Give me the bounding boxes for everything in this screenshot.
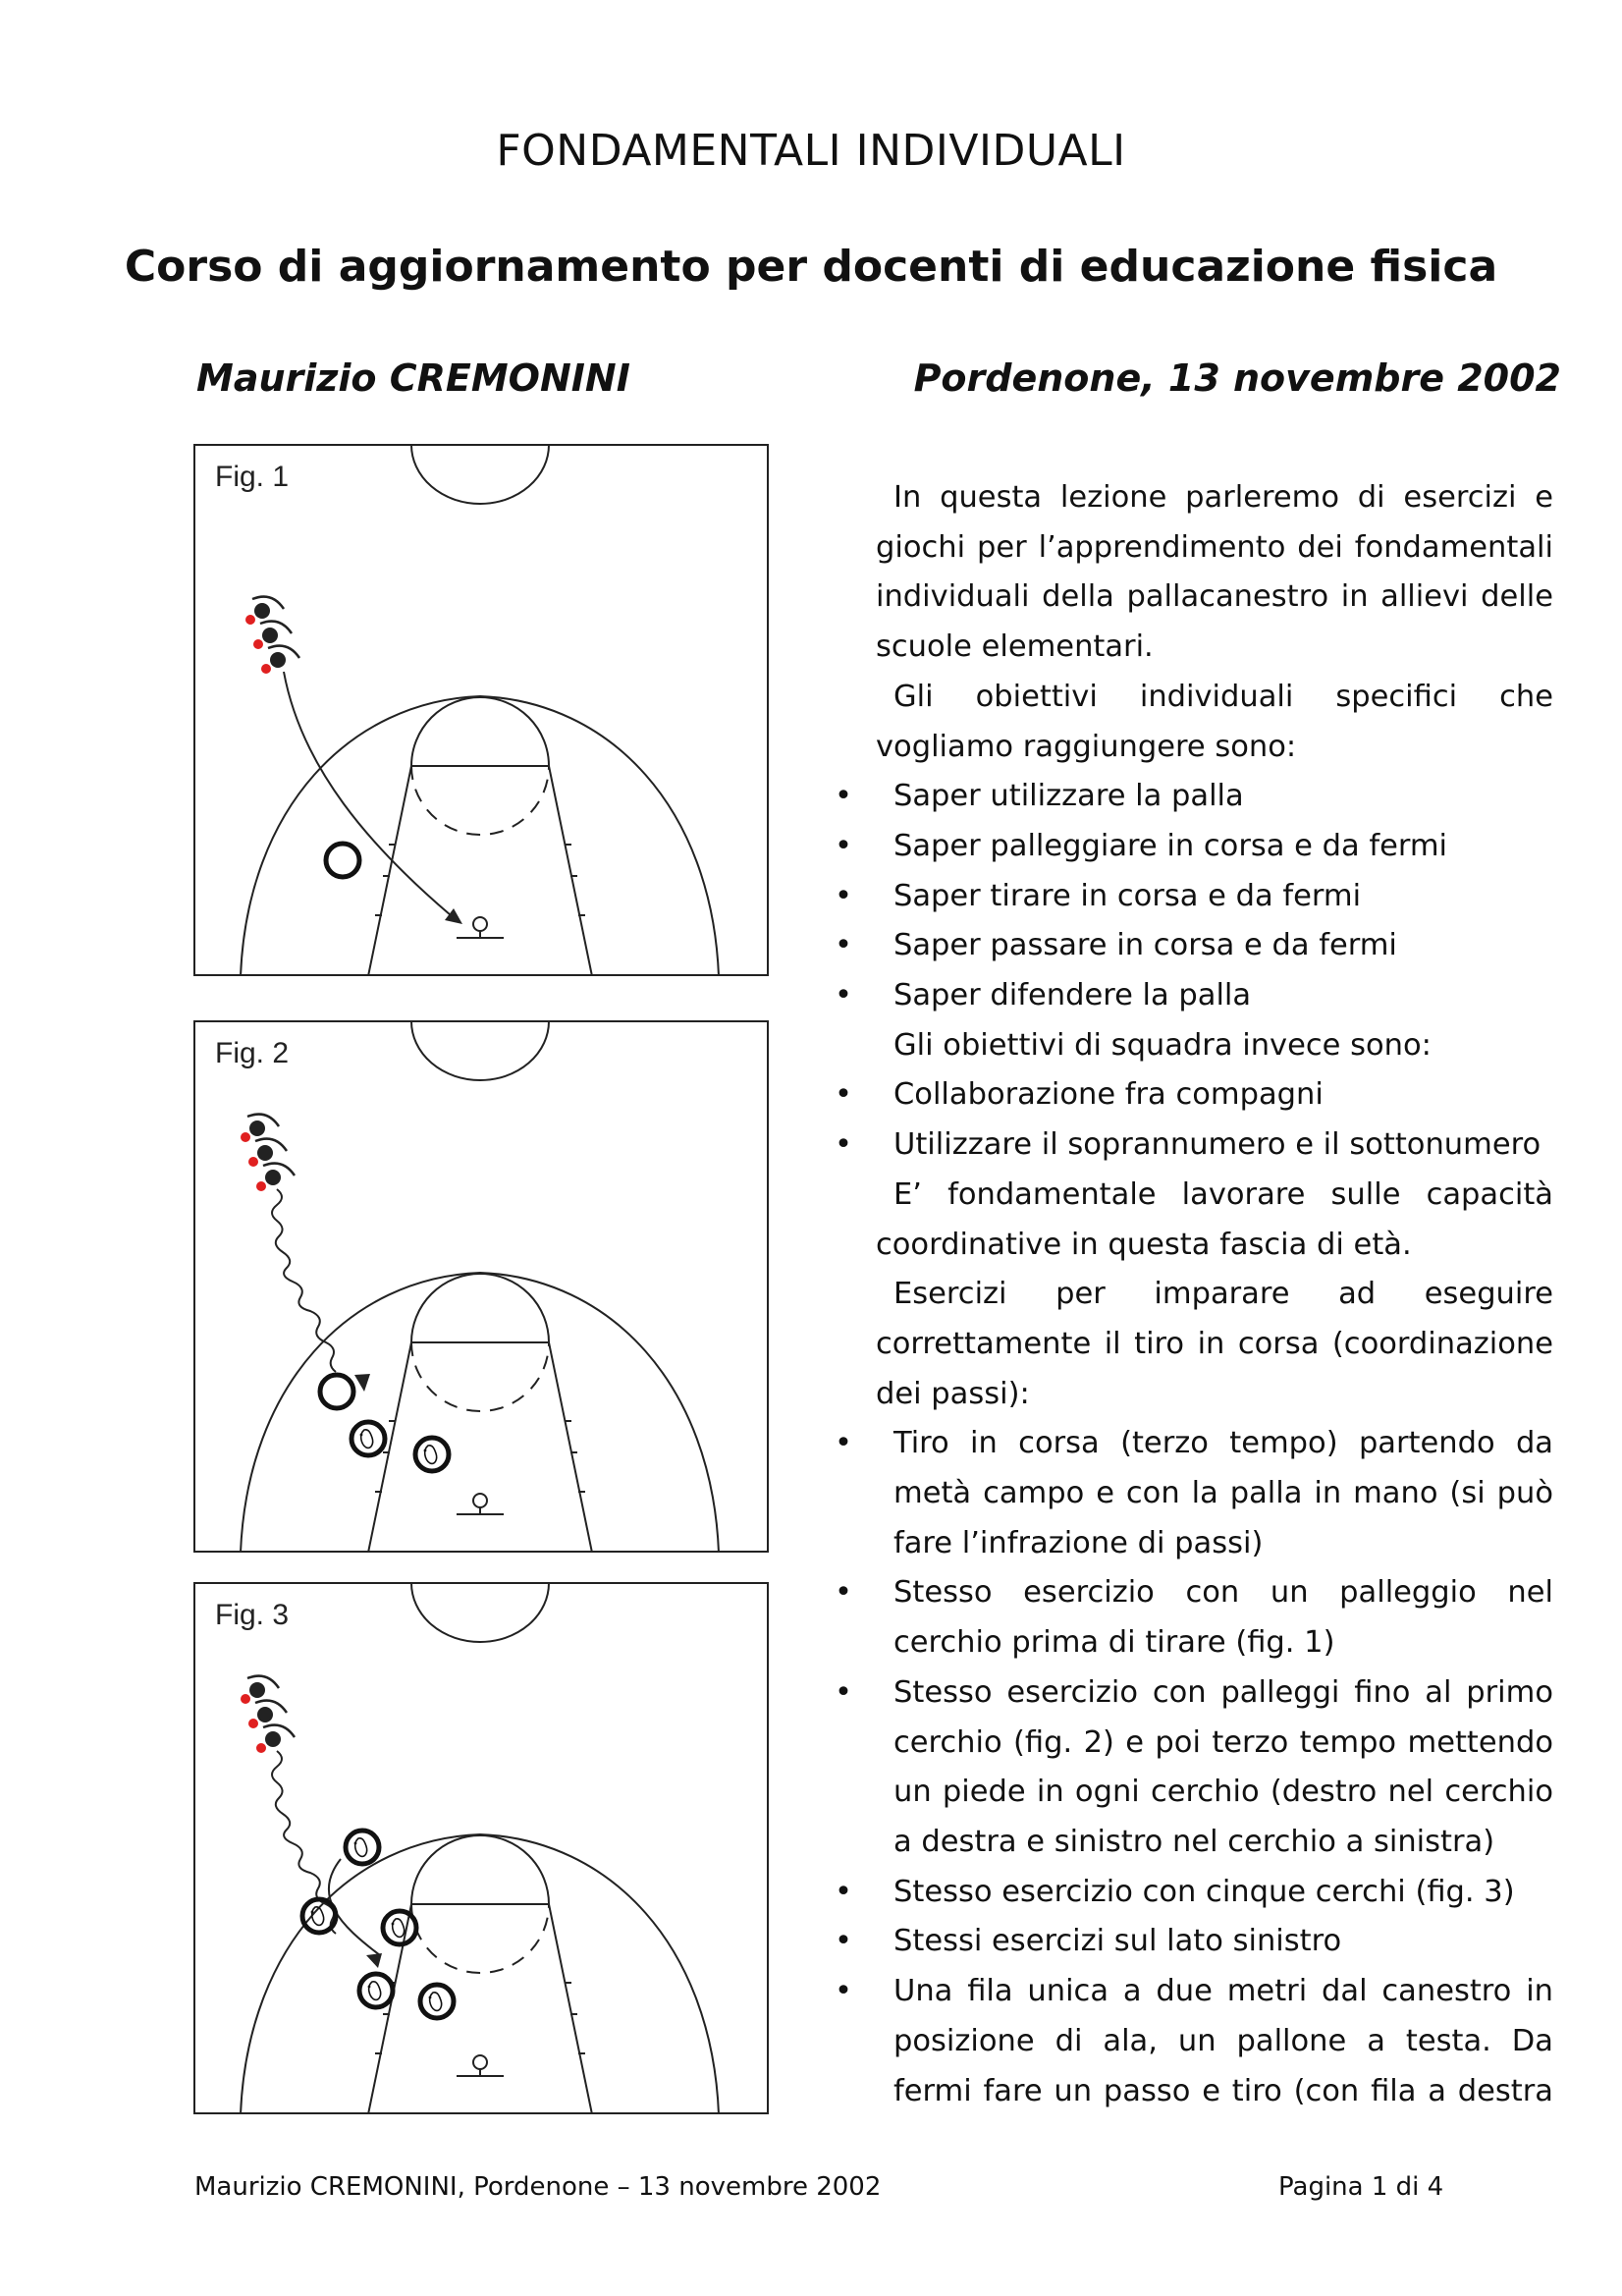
paragraph-intro: In questa lezione parleremo di esercizi e giochi per l’apprendimento dei fondamentali individuali della pallacanestro in allievi delle scuole elementari.	[876, 480, 1553, 665]
document-subtitle: Corso di aggiornamento per docenti di educazione fisica	[124, 242, 1498, 292]
bullet-icon: •	[835, 928, 852, 963]
player-icon	[248, 1139, 287, 1167]
bullet-icon: •	[835, 978, 852, 1013]
list-item: • Stesso esercizio con palleggi fino al primo cerchio (fig. 2) e poi terzo tempo mettendo un piede in ogni cerchio (destro nel cerchio a destra e sinistro nel cerchio a sinistra)	[876, 1668, 1553, 1868]
list-item: • Saper tirare in corsa e da fermi	[876, 872, 1553, 922]
figure-1	[193, 444, 769, 976]
bullet-icon: •	[835, 878, 852, 913]
player-icon	[241, 1115, 279, 1142]
list-item: • Una fila unica a due metri dal canestro in posizione di ala, un pallone a testa. Da fermi fare un passo e tiro (con fila a destra	[876, 1967, 1553, 2116]
hoop-footprint-icon	[351, 1422, 385, 1455]
hoop-footprint-icon	[346, 1831, 379, 1864]
player-icon	[256, 1725, 295, 1753]
paragraph-team-goals: Gli obiettivi di squadra invece sono:	[893, 1027, 1432, 1063]
list-item: • Utilizzare il soprannumero e il sottonumero	[876, 1121, 1553, 1171]
list-item: • Collaborazione fra compagni	[876, 1070, 1553, 1121]
body-text	[835, 473, 1553, 2116]
curved-run-path	[329, 1859, 380, 1955]
document-title: FONDAMENTALI INDIVIDUALI	[496, 126, 1126, 176]
place-date: Pordenone, 13 novembre 2002	[913, 356, 1561, 400]
bullet-icon: •	[835, 1575, 852, 1611]
list-item: • Saper passare in corsa e da fermi	[876, 921, 1553, 971]
player-icon	[248, 1701, 287, 1728]
bullet-icon: •	[835, 1874, 852, 1909]
bullet-icon: •	[835, 1426, 852, 1461]
movement-arrow	[284, 672, 451, 915]
paragraph-coordination: E’ fondamentale lavorare sulle capacità coordinative in questa fascia di età.	[876, 1176, 1553, 1262]
list-item: • Stesso esercizio con cinque cerchi (fig. 3)	[876, 1868, 1553, 1918]
list-item: • Stesso esercizio con un palleggio nel cerchio prima di tirare (fig. 1)	[876, 1568, 1553, 1667]
bullet-icon: •	[835, 1974, 852, 2009]
court-diagram-1	[193, 444, 769, 976]
list-exercises	[835, 1419, 1553, 2116]
paragraph-exercises: Esercizi per imparare ad eseguire correttamente il tiro in corsa (coordinazione dei passi):	[876, 1277, 1553, 1411]
arrow-head	[366, 1953, 382, 1968]
figure-label: Fig. 1	[215, 461, 290, 493]
bullet-icon: •	[835, 779, 852, 814]
paragraph-individual-goals: Gli obiettivi individuali specifici che vogliamo raggiungere sono:	[876, 679, 1553, 764]
hoop-footprint-icon	[420, 1985, 454, 2018]
bullet-icon: •	[835, 1127, 852, 1163]
list-team-goals	[835, 1070, 1553, 1170]
bullet-icon: •	[835, 1674, 852, 1710]
bullet-icon: •	[835, 828, 852, 863]
player-icon	[256, 1164, 295, 1191]
figure-label: Fig. 3	[215, 1599, 290, 1631]
court-diagram-2	[193, 1020, 769, 1553]
player-icon	[241, 1676, 279, 1704]
hoop-footprint-icon	[383, 1911, 416, 1944]
hoop-ring-icon	[326, 844, 359, 877]
list-item: • Saper difendere la palla	[876, 971, 1553, 1021]
hoop-footprint-icon	[415, 1438, 449, 1471]
list-item: • Stessi esercizi sul lato sinistro	[876, 1917, 1553, 1967]
player-icon	[245, 597, 284, 625]
list-item: • Saper utilizzare la palla	[876, 772, 1553, 822]
court-diagram-3	[193, 1582, 769, 2114]
arrow-head	[445, 908, 462, 924]
list-item: • Tiro in corsa (terzo tempo) partendo da metà campo e con la palla in mano (si può fare l’infrazione di passi)	[876, 1419, 1553, 1568]
arrow-head	[354, 1374, 370, 1392]
hoop-footprint-icon	[359, 1974, 393, 2007]
list-individual-goals	[835, 772, 1553, 1021]
hoop-ring-icon	[320, 1375, 353, 1408]
bullet-icon: •	[835, 1924, 852, 1959]
list-item: • Saper palleggiare in corsa e da fermi	[876, 822, 1553, 872]
author-name: Maurizio CREMONINI	[196, 356, 630, 400]
player-icon	[261, 646, 299, 674]
footer-author: Maurizio CREMONINI, Pordenone – 13 novembre 2002	[194, 2172, 882, 2202]
figure-2	[193, 1020, 769, 1553]
hoop-footprint-icon	[302, 1899, 336, 1933]
figure-3	[193, 1582, 769, 2114]
dribble-path	[272, 1189, 336, 1372]
figure-label: Fig. 2	[215, 1037, 290, 1069]
page-number: Pagina 1 di 4	[1278, 2172, 1444, 2202]
bullet-icon: •	[835, 1077, 852, 1113]
player-icon	[253, 622, 292, 649]
